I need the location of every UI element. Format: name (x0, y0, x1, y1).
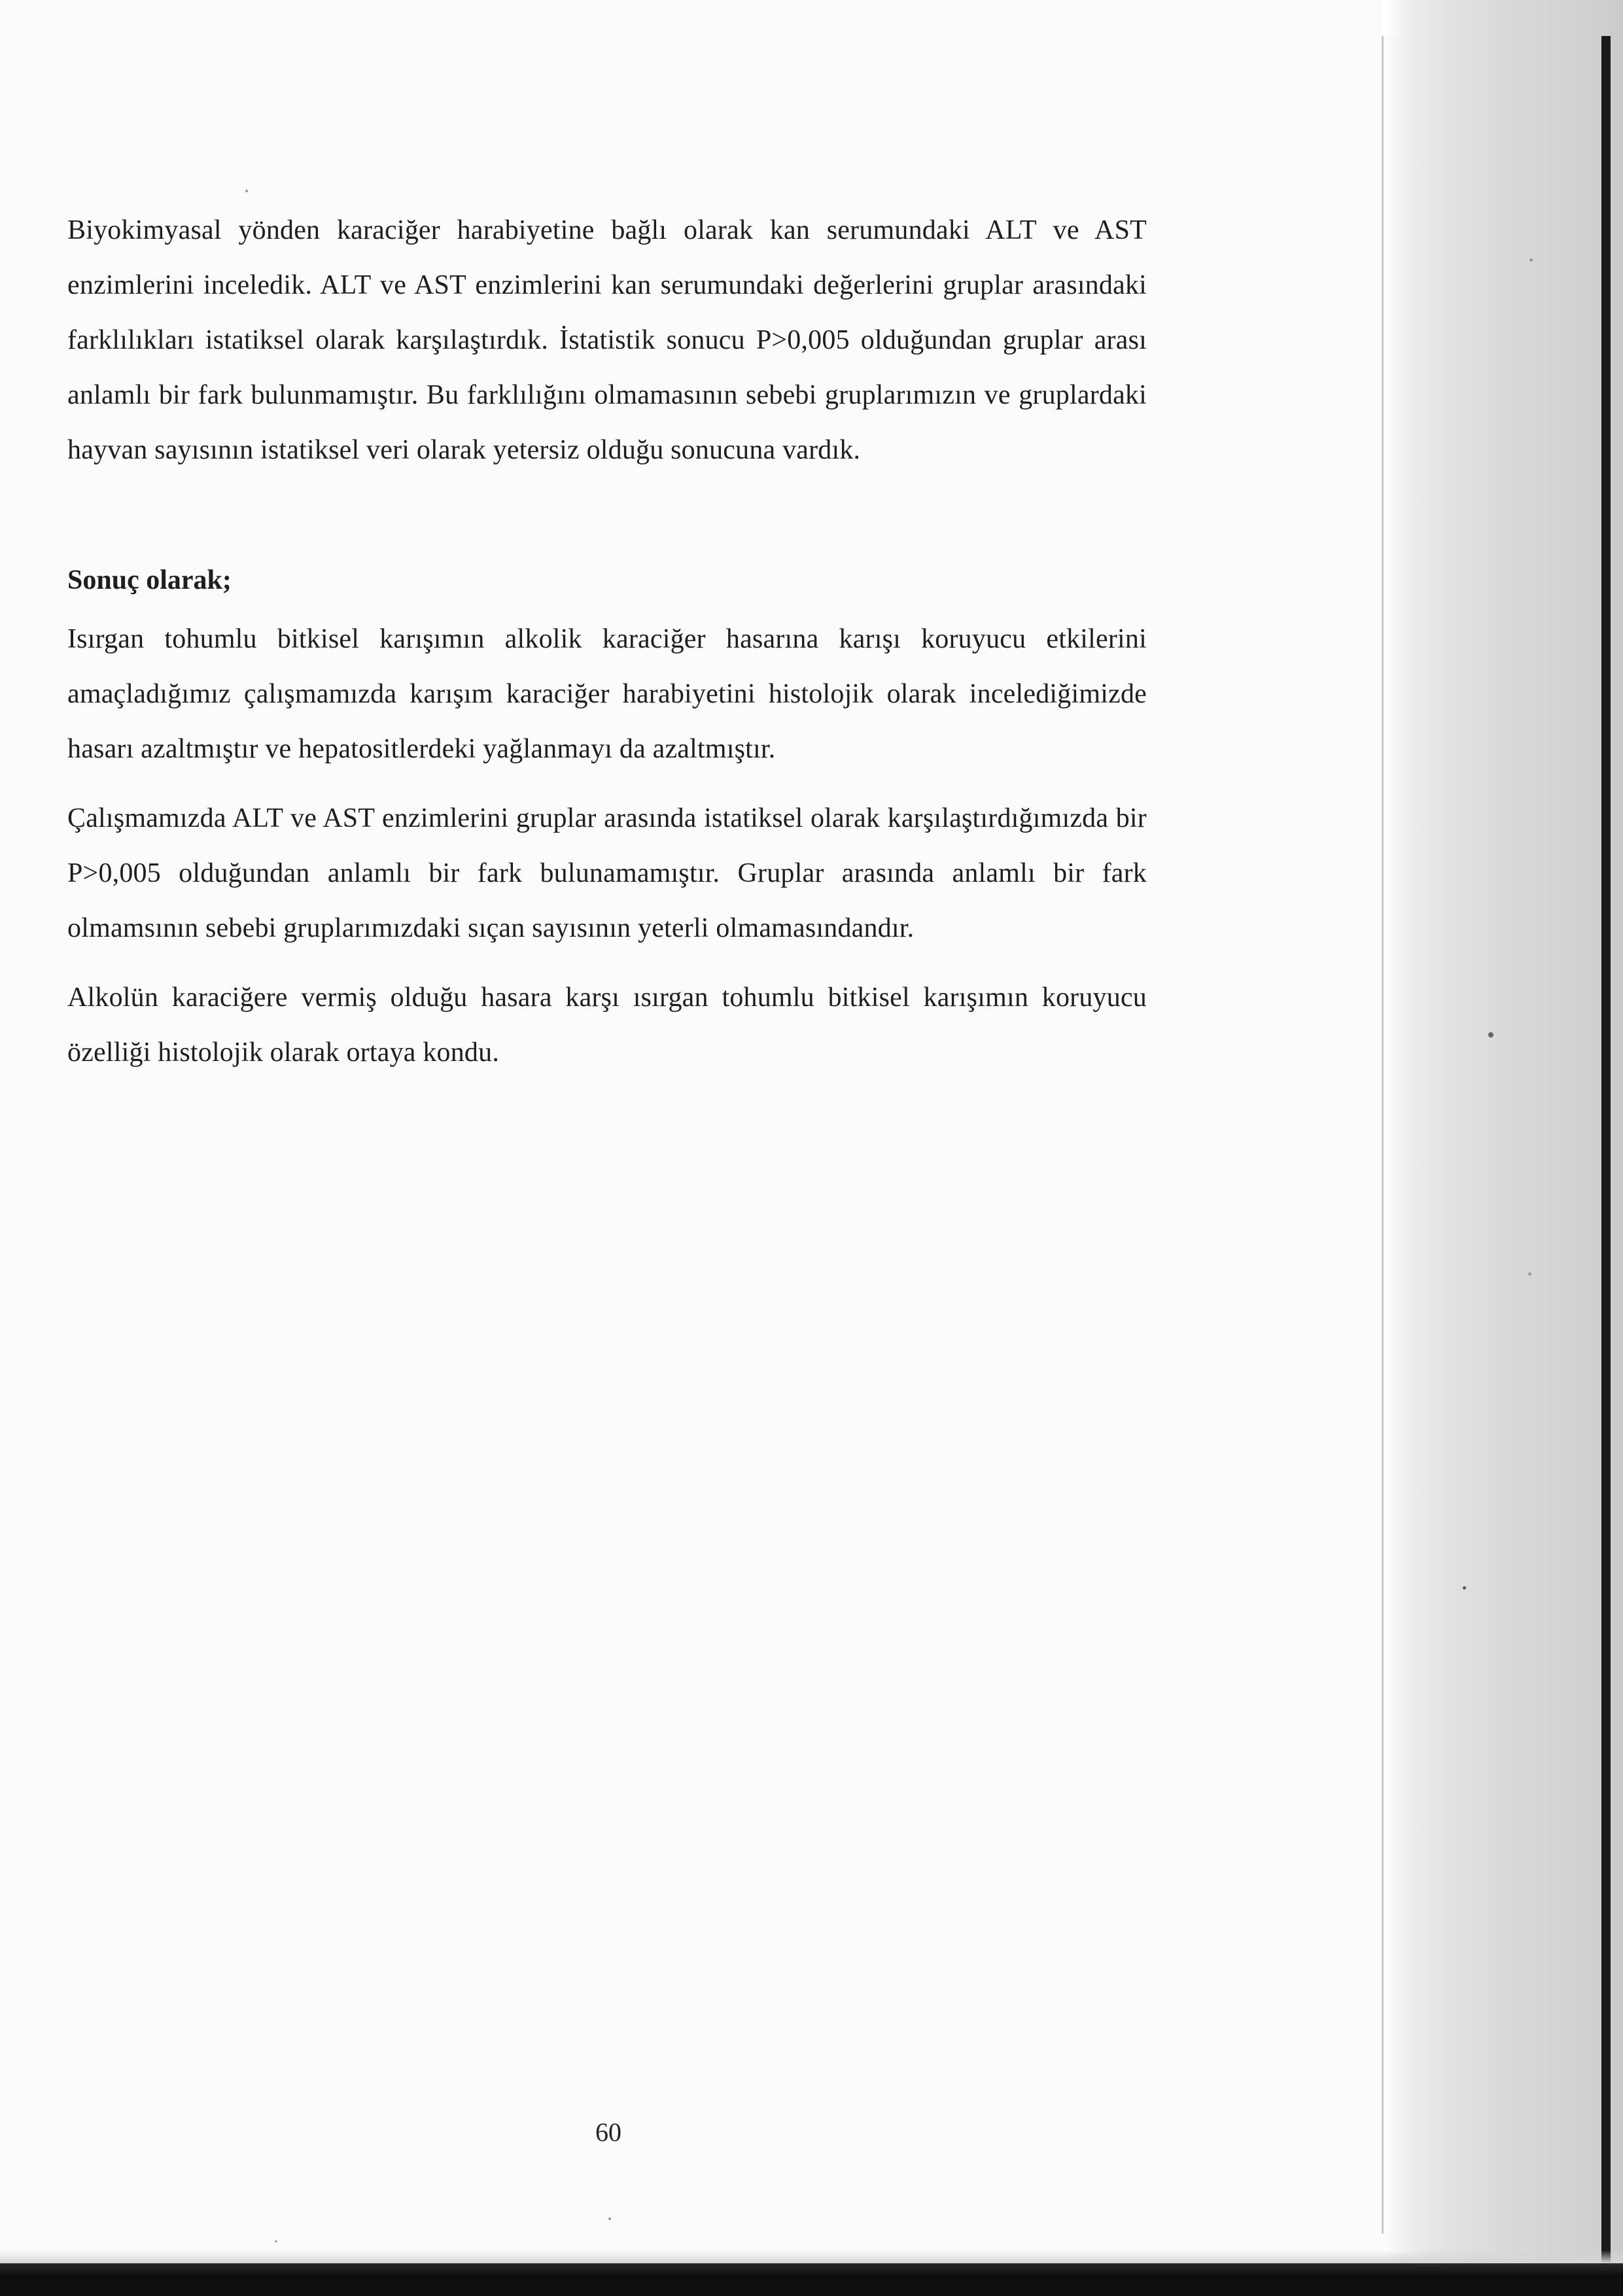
scanner-right-border (1601, 36, 1611, 2267)
binding-shadow (1387, 0, 1623, 2296)
dust-speck (1529, 258, 1533, 262)
paragraph-enzymes: Çalışmamızda ALT ve AST enzimlerini gruplar arasında istatiksel olarak karşılaştırdığımızda bir P>0,005 olduğundan anlamlı bir fark bulunamamıştır. Gruplar arasında anlamlı bir fark olmamsının sebebi gruplarımızdaki sıçan sayısının yeterli olmamasındandır. (67, 803, 1147, 943)
section-heading: Sonuç olarak; (67, 565, 232, 595)
page-edge-line (1382, 36, 1384, 2234)
dust-speck (1463, 1586, 1466, 1590)
scanner-bottom-fade (0, 2250, 1623, 2263)
dust-speck (275, 2240, 277, 2242)
scanner-bottom-border (0, 2263, 1623, 2296)
document-body (67, 203, 1147, 1080)
dust-speck (245, 190, 248, 192)
paragraph-histology: Isırgan tohumlu bitkisel karışımın alkolik karaciğer hasarına karışı koruyucu etkilerini amaçladığımız çalışmamızda karışım karaciğer harabiyetini histolojik olarak incelediğimizde hasarı azaltmıştır ve hepatositlerdeki yağlanmayı da azaltmıştır. (67, 624, 1147, 764)
paragraph-biochemistry: Biyokimyasal yönden karaciğer harabiyetine bağlı olarak kan serumundaki ALT ve AST enzimlerini inceledik. ALT ve AST enzimlerini kan serumundaki değerlerini gruplar arasındaki farklılıkları istatiksel olarak karşılaştırdık. İstatistik sonucu P>0,005 olduğundan gruplar arası anlamlı bir fark bulunmamıştır. Bu farklılığını olmamasının sebebi gruplarımızın ve gruplardaki hayvan sayısının istatiksel veri olarak yetersiz olduğu sonucuna vardık. (67, 215, 1147, 465)
dust-speck (1528, 1272, 1531, 1276)
dust-speck (1488, 1032, 1493, 1037)
dust-speck (608, 2218, 611, 2220)
page-number: 60 (595, 2117, 621, 2147)
paragraph-conclusion: Alkolün karaciğere vermiş olduğu hasara karşı ısırgan tohumlu bitkisel karışımın koruyucu özelliği histolojik olarak ortaya kondu. (67, 983, 1147, 1068)
